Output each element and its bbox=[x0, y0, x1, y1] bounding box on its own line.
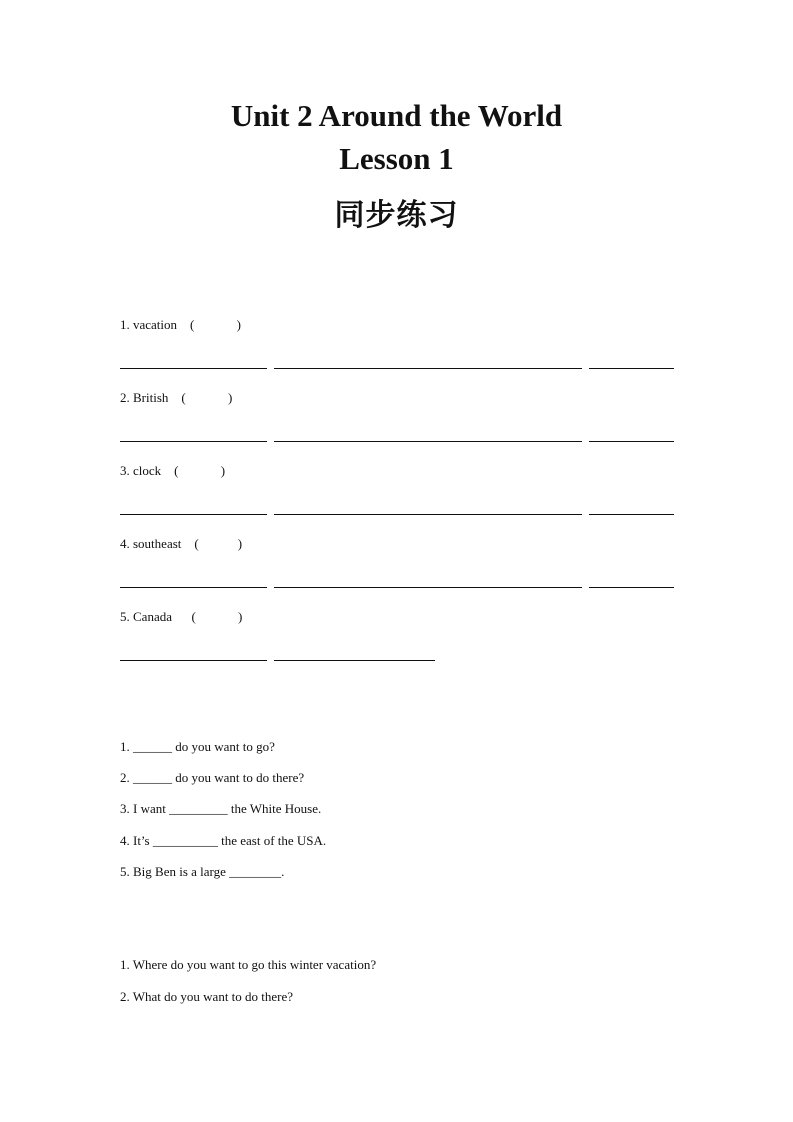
answer-line[interactable] bbox=[589, 441, 674, 442]
question-1: 1. Where do you want to go this winter vacation? bbox=[120, 957, 377, 972]
subtitle: 同步练习 bbox=[334, 198, 459, 233]
fill-blank-5: 5. Big Ben is a large ________. bbox=[120, 864, 285, 879]
fill-blank-2: 2. ______ do you want to do there? bbox=[120, 770, 305, 785]
answer-line[interactable] bbox=[274, 514, 582, 515]
answer-line[interactable] bbox=[589, 514, 674, 515]
answer-line[interactable] bbox=[120, 368, 267, 369]
vocab-item-3: 3. clock ( ) bbox=[120, 463, 226, 478]
question-2: 2. What do you want to do there? bbox=[120, 989, 294, 1004]
vocab-item-2: 2. British ( ) bbox=[120, 390, 233, 405]
answer-line[interactable] bbox=[120, 514, 267, 515]
answer-line[interactable] bbox=[120, 587, 267, 588]
answer-line[interactable] bbox=[589, 587, 674, 588]
answer-line[interactable] bbox=[589, 368, 674, 369]
lesson-title: Lesson 1 bbox=[339, 141, 454, 176]
answer-line[interactable] bbox=[274, 587, 582, 588]
answer-line[interactable] bbox=[274, 368, 582, 369]
answer-line[interactable] bbox=[274, 441, 582, 442]
fill-blank-4: 4. It’s __________ the east of the USA. bbox=[120, 833, 327, 848]
page-title: Unit 2 Around the World bbox=[230, 98, 563, 133]
fill-blank-1: 1. ______ do you want to go? bbox=[120, 739, 275, 754]
vocab-item-1: 1. vacation ( ) bbox=[120, 317, 241, 332]
fill-blank-3: 3. I want _________ the White House. bbox=[120, 801, 322, 816]
answer-line[interactable] bbox=[120, 660, 267, 661]
answer-line[interactable] bbox=[274, 660, 435, 661]
vocab-item-4: 4. southeast ( ) bbox=[120, 536, 243, 551]
answer-line[interactable] bbox=[120, 441, 267, 442]
vocab-item-5: 5. Canada ( ) bbox=[120, 609, 243, 624]
